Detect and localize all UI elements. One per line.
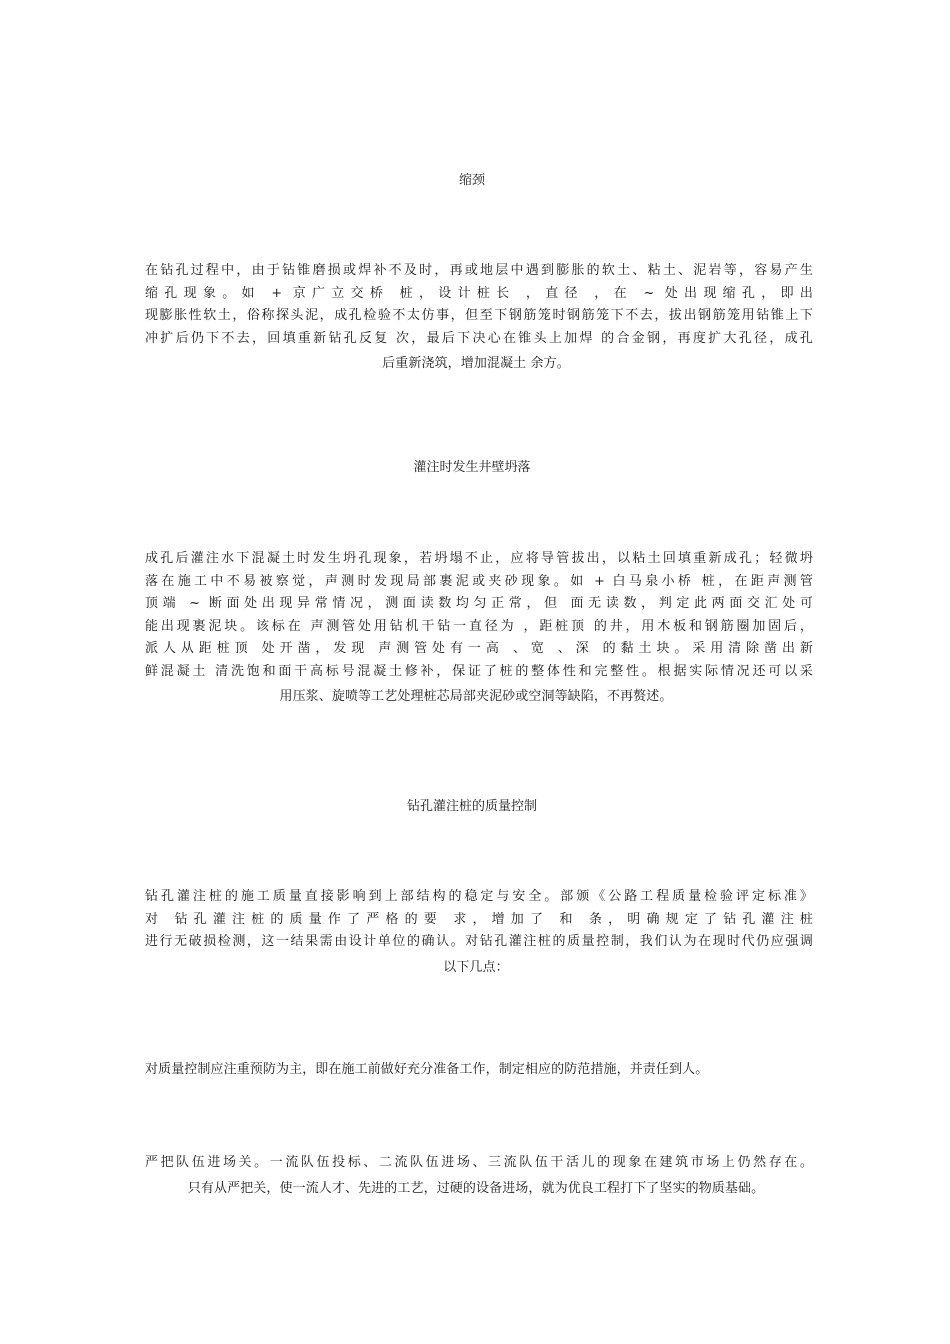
text-line: 进行无破损检测，这一结果需由设计单位的确认。对钻孔灌注桩的质量控制，我们认为在现时代仍应强调 xyxy=(145,934,813,949)
text-line: 冲扩后仍下不去，回填重新钻孔反复 次，最后下决心在锥头上加焊 的合金钢，再度扩大孔径，成孔 xyxy=(145,330,813,346)
text-line: 严把队伍进场关。一流队伍投标、二流队伍进场、三流队伍干活儿的现象在建筑市场上仍然存在。 xyxy=(145,1155,813,1170)
text-line: 对质量控制应注重预防为主，即在施工前做好充分准备工作，制定相应的防范措施，并责任到人。 xyxy=(145,1062,709,1077)
text-line: 鲜混凝土 清洗饱和面干高标号混凝土修补，保证了桩的整体性和完整性。根据实际情况还可以采 xyxy=(145,663,813,679)
text-line: 现膨胀性软土，俗称探头泥，成孔检验不太仿事，但至下钢筋笼时钢筋笼下不去，拔出钢筋笼用钻锥上下 xyxy=(145,308,813,323)
paragraph-prevention xyxy=(145,1056,813,1082)
text-line: 对 钻孔灌注桩的质量作了严格的要 求，增加了 和 条，明确规定了钻孔灌注桩 xyxy=(145,911,813,927)
section-heading-quality-control xyxy=(145,794,805,817)
paragraph-shrinkage xyxy=(145,260,813,376)
text-line: 派人从距桩顶 处开凿，发现 声测管处有一高 、宽 、深 的黏土块。采用清除凿出新 xyxy=(145,641,813,656)
section-heading-collapse xyxy=(145,455,805,478)
text-line-last xyxy=(145,350,813,376)
text-line-last xyxy=(145,683,813,709)
text-line: 后重新浇筑，增加混凝土 余方。 xyxy=(382,356,570,371)
paragraph-quality-control xyxy=(145,886,813,979)
text-line: 以下几点： xyxy=(443,959,509,975)
heading-text: 钻孔灌注桩的质量控制 xyxy=(406,799,537,814)
text-line-last xyxy=(145,954,813,980)
text-line: 钻孔灌注桩的施工质量直接影响到上部结构的稳定与安全。部颁《公路工程质量检验评定标准》 xyxy=(145,889,813,904)
text-line: 用压浆、旋喷等工艺处理桩芯局部夹泥砂或空洞等缺陷，不再赘述。 xyxy=(279,689,673,704)
text-line: 在钻孔过程中，由于钻锥磨损或焊补不及时，再或地层中遇到膨胀的软土、粘土、泥岩等，容易产生 xyxy=(145,263,813,278)
heading-text: 缩颈 xyxy=(458,173,485,188)
paragraph-team-entry xyxy=(145,1152,813,1200)
section-heading-shrinkage xyxy=(145,168,805,191)
text-line: 能出现裹泥块。该标在 声测管处用钻机干钻一直径为 ，距桩顶 的井，用木板和钢筋圈加固后， xyxy=(145,618,813,634)
text-line: 顶端 ~ 断面处出现异常情况，测面读数均匀正常，但 面无读数，判定此两面交汇处可 xyxy=(145,596,813,611)
text-line: 缩孔现象。如 + 京广立交桥 桩，设计桩长 ，直径 ，在 ~ 处出现缩孔，即出 xyxy=(145,285,813,301)
text-line: 只有从严把关，使一流人才、先进的工艺，过硬的设备进场，就为优良工程打下了坚实的物质基础。 xyxy=(187,1180,765,1196)
heading-text: 灌注时发生井壁坍落 xyxy=(413,460,531,475)
text-line-last xyxy=(145,1056,813,1082)
paragraph-collapse xyxy=(145,548,813,709)
text-line: 成孔后灌注水下混凝土时发生坍孔现象，若坍塌不止，应将导管拔出，以粘土回填重新成孔；轻微坍 xyxy=(145,551,813,566)
text-line-last xyxy=(145,1175,813,1201)
text-line: 落在施工中不易被察觉，声测时发现局部裹泥或夹砂现象。如 + 白马泉小桥 桩，在距声测管 xyxy=(145,573,813,589)
